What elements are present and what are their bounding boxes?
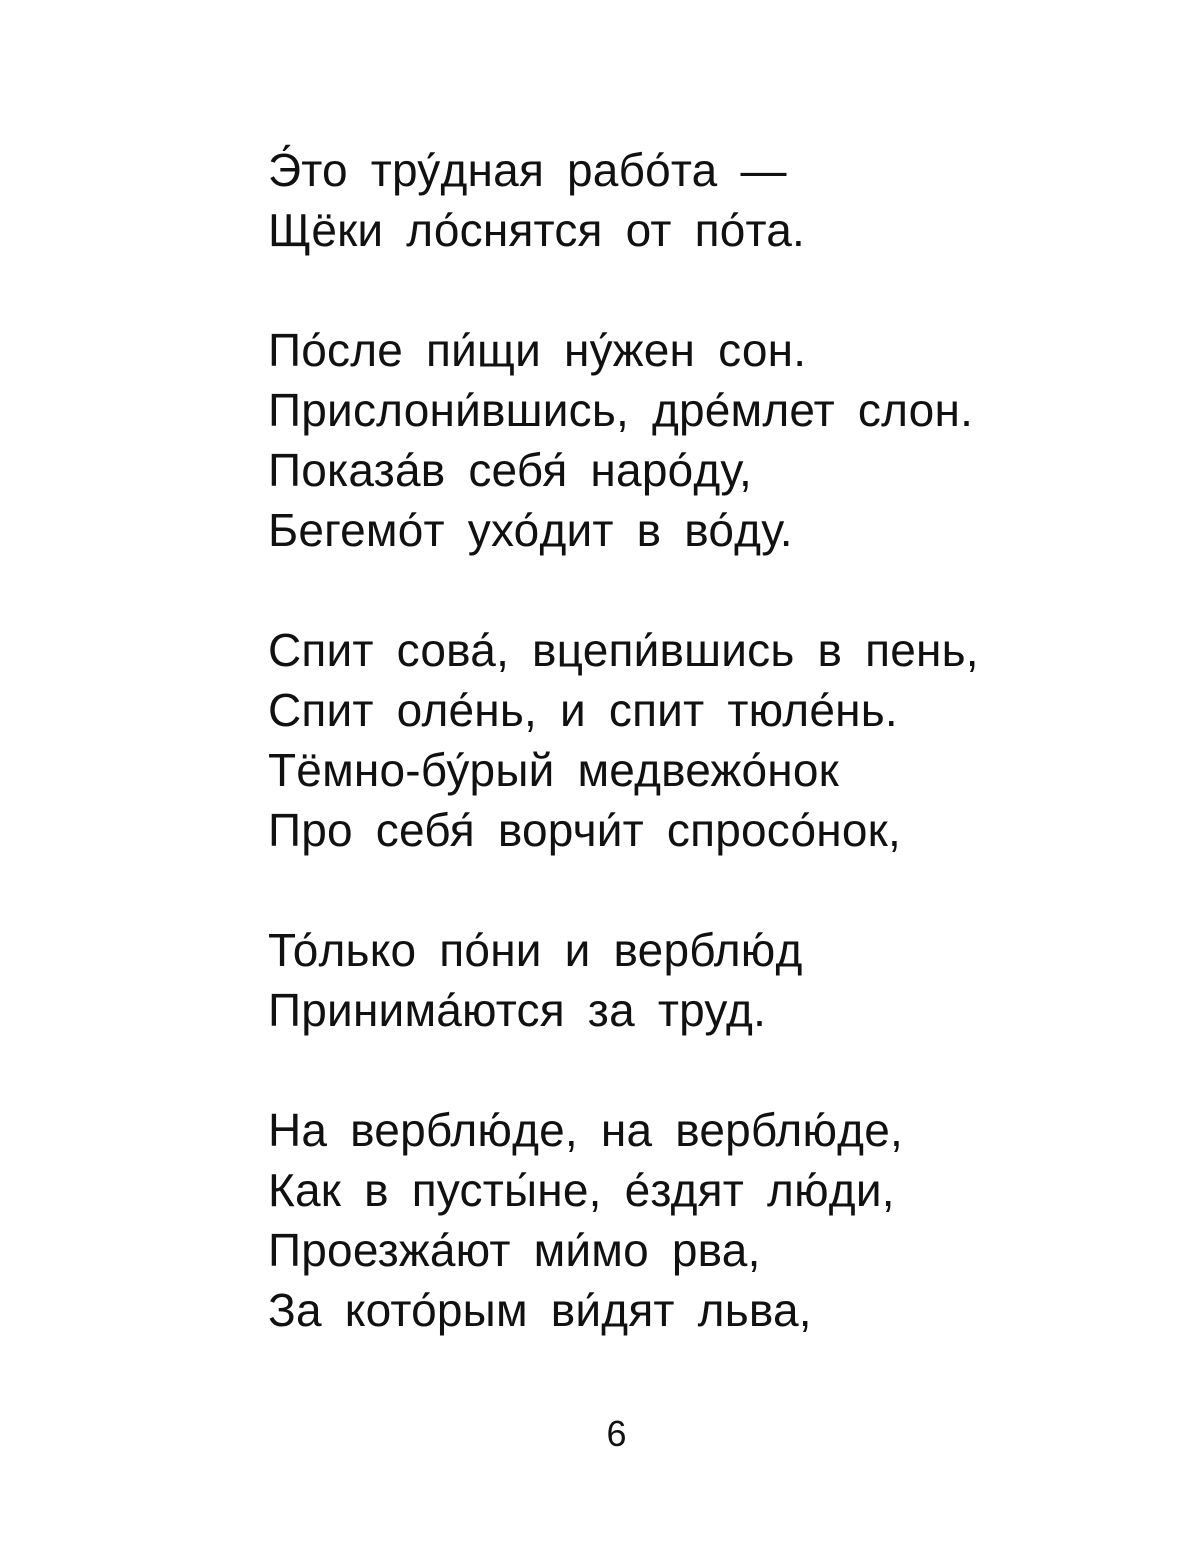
stanza-1 <box>268 140 1148 260</box>
poem-text <box>268 140 1148 1400</box>
poem-line: Тёмно-бу́рый медвежо́нок <box>268 744 839 796</box>
poem-line: По́сле пи́щи ну́жен сон. <box>268 324 807 376</box>
stanza-2 <box>268 320 1148 560</box>
poem-line: Принима́ются за труд. <box>268 984 767 1036</box>
poem-line: Э́то тру́дная рабо́та — <box>268 144 787 196</box>
poem-line: На верблю́де, на верблю́де, <box>268 1104 903 1156</box>
poem-line: Как в пусты́не, е́здят лю́ди, <box>268 1164 895 1216</box>
poem-line: Проезжа́ют ми́мо рва, <box>268 1224 761 1276</box>
stanza-3 <box>268 620 1148 860</box>
poem-line: Про себя́ ворчи́т спросо́нок, <box>268 804 901 856</box>
poem-line: Спит сова́, вцепи́вшись в пень, <box>268 624 979 676</box>
poem-line: То́лько по́ни и верблю́д <box>268 924 803 976</box>
stanza-4 <box>268 920 1148 1040</box>
poem-line: За кото́рым ви́дят льва, <box>268 1284 812 1336</box>
stanza-5 <box>268 1100 1148 1340</box>
poem-line: Спит оле́нь, и спит тюле́нь. <box>268 684 898 736</box>
poem-line: Бегемо́т ухо́дит в во́ду. <box>268 504 793 556</box>
page-number: 6 <box>606 1413 627 1454</box>
poem-line: Показа́в себя́ наро́ду, <box>268 444 752 496</box>
poem-line: Щёки ло́снятся от по́та. <box>268 204 806 256</box>
poem-line: Прислони́вшись, дре́млет слон. <box>268 384 974 436</box>
